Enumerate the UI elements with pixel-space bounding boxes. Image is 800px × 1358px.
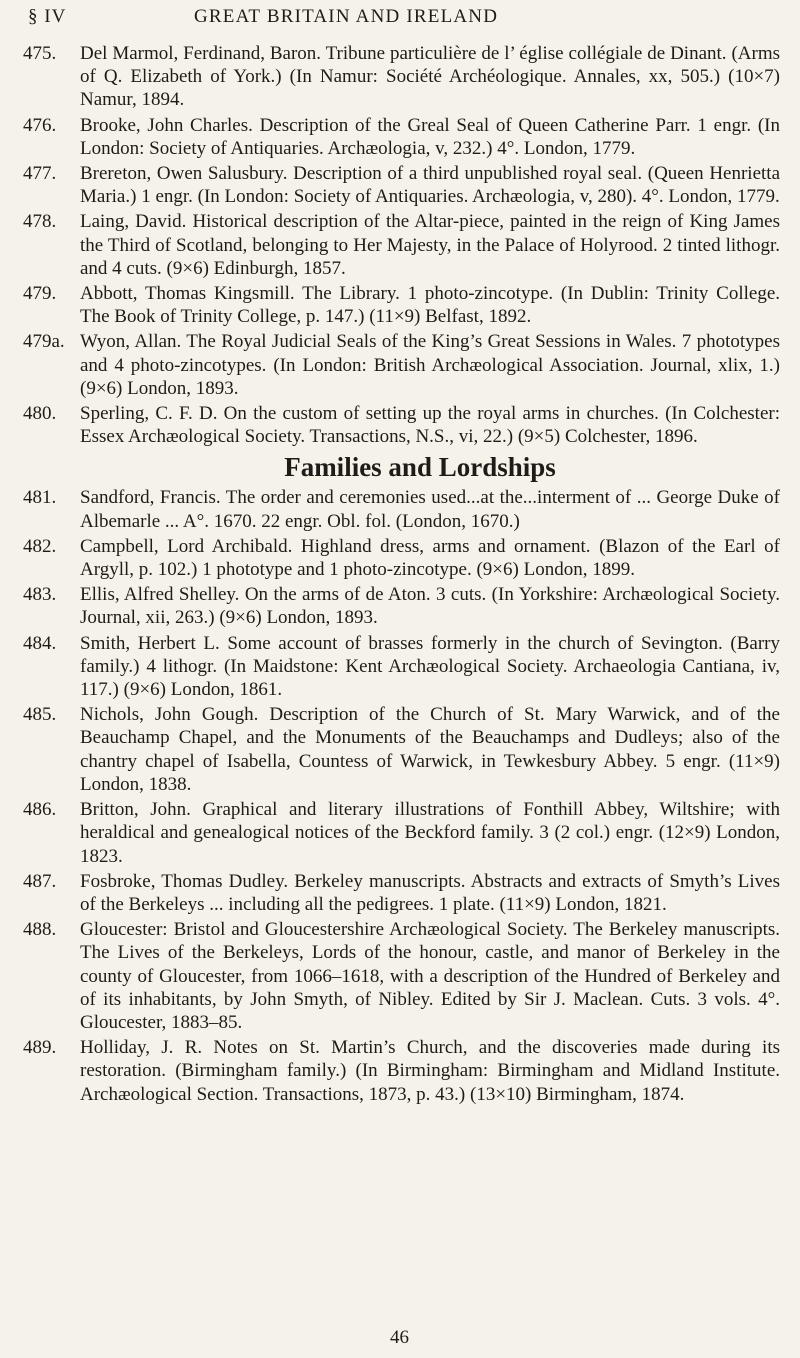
catalogue-entry xyxy=(0,114,800,160)
entry-number: 476. xyxy=(23,114,57,136)
page-number: 46 xyxy=(390,1327,409,1348)
entry-text: Abbott, Thomas Kingsmill. The Library. 1 photo-zincotype. (In Dublin: Trinity College. The Book of Trinity College, p. 147.) (11×9) Belfast, 1892. xyxy=(80,283,780,328)
catalogue-entry xyxy=(0,632,800,702)
entry-text: Smith, Herbert L. Some account of brasses formerly in the church of Sevington. (Barry family.) 4 lithogr. (In Maidstone: Kent Archæological Society. Archaeologia Cantiana, iv, 117.) (9×6) London, 1861. xyxy=(80,632,780,701)
entry-text: Sperling, C. F. D. On the custom of setting up the royal arms in churches. (In Colchester: Essex Archæological Society. Transactions, N.S., vi, 22.) (9×5) Colchester, 1896. xyxy=(80,403,780,448)
entry-number: 488. xyxy=(23,919,57,941)
entry-text: Fosbroke, Thomas Dudley. Berkeley manuscripts. Abstracts and extracts of Smyth’s Lives of the Berkeleys ... including all the pedigrees. 1 plate. (11×9) London, 1821. xyxy=(80,870,780,915)
entry-number: 485. xyxy=(23,704,57,726)
entry-number: 479a. xyxy=(23,331,65,353)
catalogue-entry xyxy=(0,535,800,581)
entry-number: 480. xyxy=(23,403,57,425)
entry-text: Sandford, Francis. The order and ceremonies used...at the...interment of ... George Duke of Albemarle ... A°. 1670. 22 engr. Obl. fol. (London, 1670.) xyxy=(80,487,780,532)
catalogue-entry xyxy=(0,282,800,328)
entry-text: Del Marmol, Ferdinand, Baron. Tribune particulière de l’ église collégiale de Dinant. (Arms of Q. Elizabeth of York.) (In Namur: Société Archéologique. Annales, xx, 505.) (10×7) Namur, 1894. xyxy=(80,43,780,111)
catalogue-entry xyxy=(0,703,800,796)
entry-number: 486. xyxy=(23,799,57,821)
catalogue-entry xyxy=(0,42,800,112)
entry-text: Holliday, J. R. Notes on St. Martin’s Church, and the discoveries made during its restoration. (Birmingham family.) (In Birmingham: Birmingham and Midland Institute. Archæological Section. Transactions, 1873, p. 43.) (13×10) Birmingham, 1874. xyxy=(80,1037,780,1105)
catalogue-entry xyxy=(0,870,800,916)
entry-list xyxy=(0,42,800,1108)
entry-group-families xyxy=(0,486,800,1105)
catalogue-entry xyxy=(0,583,800,629)
page-header xyxy=(24,6,784,32)
entry-text: Brooke, John Charles. Description of the Greal Seal of Queen Catherine Parr. 1 engr. (In London: Society of Antiquaries. Archæologia, v, 232.) 4°. London, 1779. xyxy=(80,114,780,159)
entry-text: Brereton, Owen Salusbury. Description of a third unpublished royal seal. (Queen Henrietta Maria.) 1 engr. (In London: Society of Antiquaries. Archæologia, v, 280). 4°. London, 1779. xyxy=(80,163,780,208)
entry-number: 484. xyxy=(23,632,57,654)
entry-text: Gloucester: Bristol and Gloucestershire Archæological Society. The Berkeley manuscripts. The Lives of the Berkeleys, Lords of the honour, castle, and manor of Berkeley in the county of Gloucester, from 1066–1618, with a description of the Hundred of Berkeley and of its inhabitants, by John Smyth, of Nibley. Edited by Sir J. Maclean. Cuts. 3 vols. 4°. Gloucester, 1883–85. xyxy=(80,919,780,1033)
entry-number: 483. xyxy=(23,584,57,606)
entry-text: Laing, David. Historical description of the Altar-piece, painted in the reign of King James the Third of Scotland, belonging to Her Majesty, in the Palace of Holyrood. 2 tinted lithogr. and 4 cuts. (9×6) Edinburgh, 1857. xyxy=(80,211,780,279)
entry-text: Britton, John. Graphical and literary illustrations of Fonthill Abbey, Wiltshire; with heraldical and genealogical notices of the Beckford family. 3 (2 col.) engr. (12×9) London, 1823. xyxy=(80,799,780,867)
catalogue-entry xyxy=(0,486,800,532)
entry-text: Campbell, Lord Archibald. Highland dress, arms and ornament. (Blazon of the Earl of Argyll, p. 102.) 1 phototype and 1 photo-zincotype. (9×6) London, 1899. xyxy=(80,535,780,581)
entry-number: 475. xyxy=(23,43,57,64)
entry-number: 479. xyxy=(23,283,57,305)
catalogue-entry xyxy=(0,918,800,1034)
entry-number: 481. xyxy=(23,487,57,509)
entry-number: 489. xyxy=(23,1037,57,1059)
entry-number: 478. xyxy=(23,211,57,233)
entry-number: 482. xyxy=(23,535,57,557)
entry-text: Wyon, Allan. The Royal Judicial Seals of the King’s Great Sessions in Wales. 7 phototypes and 4 photo-zincotypes. (In London: British Archæological Association. Journal, xlix, 1.) (9×6) London, 1893. xyxy=(80,331,780,399)
catalogue-entry xyxy=(0,210,800,280)
entry-group-seals xyxy=(0,42,800,448)
entry-number: 487. xyxy=(23,870,57,892)
entry-text: Ellis, Alfred Shelley. On the arms of de Aton. 3 cuts. (In Yorkshire: Archæological Society. Journal, xii, 263.) (9×6) London, 1893. xyxy=(80,584,780,629)
catalogue-entry xyxy=(0,1036,800,1106)
catalogue-entry xyxy=(0,162,800,208)
entry-number: 477. xyxy=(23,163,57,185)
entry-text: Nichols, John Gough. Description of the Church of St. Mary Warwick, and of the Beauchamp Chapel, and the Monuments of the Beauchamps and Dudleys; also of the chantry chapel of Isabella, Countess of Warwick, in Tewkesbury Abbey. 5 engr. (11×9) London, 1838. xyxy=(80,704,780,795)
catalogue-entry xyxy=(0,402,800,448)
catalogue-entry xyxy=(0,798,800,868)
section-number: § IV xyxy=(28,6,67,27)
running-title: GREAT BRITAIN AND IRELAND xyxy=(194,6,499,27)
section-heading: Families and Lordships xyxy=(284,452,556,483)
catalogue-entry xyxy=(0,330,800,400)
